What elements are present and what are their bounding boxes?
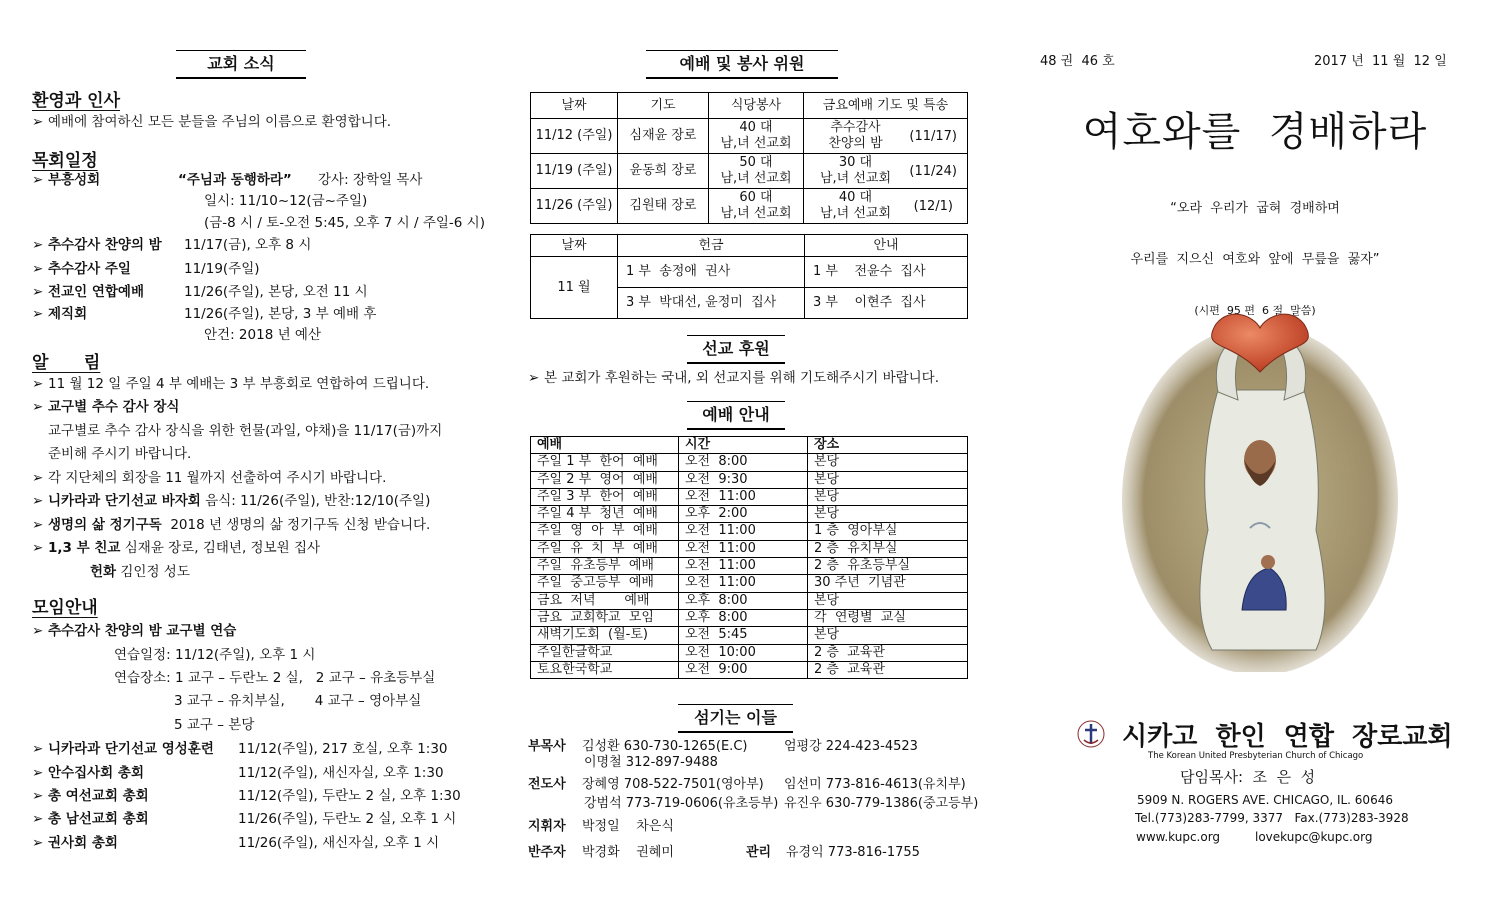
worship-time: 오전 11:00 [679,523,808,540]
worship-header: 장소 [808,437,968,454]
staff-row: 지휘자 박정일 차은식 [528,819,674,834]
duty-row [531,154,968,189]
duty-friday: 40 대 남,녀 선교회 (12/1) [804,189,968,224]
duty-prayer: 윤동희 장로 [618,154,709,189]
church-phone: Tel.(773)283-7799, 3377 Fax.(773)283-3928 [1135,811,1409,825]
worship-place: 본당 [808,592,968,609]
worship-place: 30 주년 기념관 [808,575,968,592]
worship-service: 주일 2 부 영어 예배 [531,471,679,488]
worship-row [531,506,968,523]
worship-place: 본당 [808,506,968,523]
meeting-detail: 연습장소: 1 교구 – 두란노 2 실, 2 교구 – 유초등부실 [114,670,436,686]
welcome-text: ➢ 예배에 참여하신 모든 분들을 주님의 이름으로 환영합니다. [32,114,392,130]
duty-meal: 60 대 남,녀 선교회 [709,189,804,224]
church-news-column [26,0,496,912]
cover-column [1030,0,1480,912]
church-email[interactable]: lovekupc@kupc.org [1255,830,1373,844]
worship-service: 금요 교회학교 모임 [531,609,679,626]
worship-service: 주일 영 아 부 예배 [531,523,679,540]
meeting-detail: 3 교구 – 유치부실, 4 교구 – 영아부실 [174,693,422,709]
worship-service: 주일 3 부 한어 예배 [531,488,679,505]
section-title-service-staff: 예배 및 봉사 위원 [646,50,838,79]
worship-time: 오전 11:00 [679,558,808,575]
worship-time: 오후 2:00 [679,506,808,523]
staff-row: 반주자 박경화 권혜미 관리 유경익 773-816-1755 [528,845,920,860]
worship-service: 주일 유초등부 예배 [531,558,679,575]
worship-header: 시간 [679,437,808,454]
worship-header: 예배 [531,437,679,454]
duty-header: 식당봉사 [709,93,804,119]
notice-text: 교구별로 추수 감사 장식을 위한 헌물(과일, 야채)을 11/17(금)까지 [48,423,443,439]
section-title-servants: 섬기는 이들 [678,704,793,733]
worship-place: 2 층 교육관 [808,644,968,661]
church-english-name: The Korean United Presbyterian Church of Chicago [1148,751,1364,761]
church-address: 5909 N. ROGERS AVE. CHICAGO, IL. 60646 [1137,793,1393,807]
worship-place: 각 연령별 교실 [808,609,968,626]
worship-time: 오전 9:00 [679,661,808,678]
worship-place: 2 층 유치부실 [808,540,968,557]
worship-service: 주일 중고등부 예배 [531,575,679,592]
worship-row [531,523,968,540]
worship-time: 오후 8:00 [679,592,808,609]
revival-times: (금-8 시 / 토-오전 5:45, 오후 7 시 / 주일-6 시) [204,215,485,231]
worship-place: 2 층 유초등부실 [808,558,968,575]
meeting-agenda: 안건: 2018 년 예산 [204,327,321,343]
duty-friday: 추수감사 찬양의 밤 (11/17) [804,119,968,154]
worship-illustration [1120,310,1400,672]
mission-text: ➢ 본 교회가 후원하는 국내, 외 선교지를 위해 기도해주시기 바랍니다. [528,370,940,386]
senior-pastor: 담임목사: 조 은 성 [1180,768,1316,786]
worship-time: 오전 10:00 [679,644,808,661]
worship-place: 1 층 영아부실 [808,523,968,540]
worship-service-column [528,0,979,912]
church-logo [1076,718,1106,750]
duty-date: 11/26 (주일) [531,189,618,224]
schedule-item: ➢ 추수감사 주일 11/19(주일) [32,261,260,277]
section-title-mission: 선교 후원 [687,335,785,364]
duty-friday: 30 대 남,녀 선교회 (11/24) [804,154,968,189]
worship-service: 주일 1 부 한어 예배 [531,454,679,471]
worship-time: 오전 11:00 [679,540,808,557]
meeting-item: ➢ 총 남선교회 총회 11/26(주일), 두란노 2 실, 오후 1 시 [32,811,457,827]
worship-place: 본당 [808,454,968,471]
revival-date: 일시: 11/10~12(금~주일) [204,193,368,209]
staff-row: 강범석 773-719-0606(유초등부) 유진우 630-779-1386(중고등부) [584,796,979,811]
offering-table [530,234,968,319]
notice-item: 헌화 김인정 성도 [90,564,190,580]
duty-row [531,189,968,224]
worship-row [531,609,968,626]
worship-row [531,627,968,644]
worship-row [531,644,968,661]
volume-number: 48 권 46 호 [1040,54,1115,69]
verse-reference: (시편 95 편 6 절 말씀) [1194,304,1316,317]
notices-heading: 알 림 [32,353,101,373]
meetings-heading: 모임안내 [32,598,98,618]
worship-service: 새벽기도회 (월-토) [531,627,679,644]
duty-row [531,119,968,154]
staff-row: 이명철 312-897-9488 [584,755,718,770]
worship-time: 오전 9:30 [679,471,808,488]
duty-meal: 40 대 남,녀 선교회 [709,119,804,154]
notice-item: ➢ 1,3 부 친교 심재윤 장로, 김태년, 정보원 집사 [32,540,321,556]
bulletin-title: 여호와를 경배하라 [1082,109,1428,155]
notice-item: ➢ 각 지단체의 회장을 11 월까지 선출하여 주시기 바랍니다. [32,470,387,486]
notice-item: ➢ 니카라과 단기선교 바자회 음식: 11/26(주일), 반찬:12/10(주일) [32,493,431,509]
worship-time: 오전 11:00 [679,488,808,505]
worship-time: 오전 11:00 [679,575,808,592]
usher-name: 1 부 전윤수 집사 [805,257,968,288]
verse-line: 우리를 지으신 여호와 앞에 무릎을 꿇자” [1130,252,1380,267]
worship-service: 금요 저녁 예배 [531,592,679,609]
notice-item: ➢ 생명의 삶 정기구독 2018 년 생명의 삶 정기구독 신청 받습니다. [32,517,431,533]
worship-time: 오후 8:00 [679,609,808,626]
worship-time: 오전 8:00 [679,454,808,471]
schedule-heading: 목회일정 [32,151,98,171]
church-logo-icon [1076,718,1106,750]
staff-row: 부목사 김성환 630-730-1265(E.C) 엄평강 224-423-4523 [528,739,918,754]
worship-service: 토요한국학교 [531,661,679,678]
offering-month: 11 월 [531,257,618,319]
worship-row [531,575,968,592]
worship-place: 본당 [808,471,968,488]
usher-name: 3 부 이현주 집사 [805,288,968,319]
offering-header: 안내 [805,235,968,257]
duty-date: 11/19 (주일) [531,154,618,189]
section-title-church-news: 교회 소식 [176,50,306,79]
worship-row [531,488,968,505]
offering-row [531,257,968,288]
duty-header: 금요예배 기도 및 특송 [804,93,968,119]
offering-name: 1 부 송정애 권사 [618,257,805,288]
duty-table [530,92,968,224]
duty-prayer: 김원태 장로 [618,189,709,224]
meeting-item: ➢ 권사회 총회 11/26(주일), 새신자실, 오후 1 시 [32,835,440,851]
duty-header: 기도 [618,93,709,119]
worship-table [530,436,968,679]
duty-meal: 50 대 남,녀 선교회 [709,154,804,189]
meeting-item: ➢ 니카라과 단기선교 영성훈련 11/12(주일), 217 호실, 오후 1:30 [32,741,448,757]
welcome-heading: 환영과 인사 [32,91,121,111]
kneeler-head [1261,555,1275,569]
meeting-item: ➢ 총 여선교회 총회 11/12(주일), 두란노 2 실, 오후 1:30 [32,788,461,804]
worship-service: 주일 유 치 부 예배 [531,540,679,557]
schedule-item: ➢ 전교인 연합예배 11/26(주일), 본당, 오전 11 시 [32,284,368,300]
worship-row [531,592,968,609]
bulletin-date: 2017 년 11 월 12 일 [1314,54,1447,69]
offering-header: 헌금 [618,235,805,257]
worship-place: 본당 [808,488,968,505]
robe-figure [1200,390,1325,650]
worship-place: 2 층 교육관 [808,661,968,678]
meeting-detail: 5 교구 – 본당 [174,717,255,733]
revival-line: ➢ 부흥성회 “주님과 동행하라” 강사: 장학일 목사 [32,172,423,188]
verse-line: “오라 우리가 굽혀 경배하며 [1170,201,1340,216]
schedule-item: ➢ 제직회 11/26(주일), 본당, 3 부 예배 후 [32,306,377,322]
notice-item: ➢ 11 월 12 일 주일 4 부 예배는 3 부 부흥회로 연합하여 드립니다. [32,376,430,392]
worship-time: 오전 5:45 [679,627,808,644]
notice-item: ➢ 교구별 추수 감사 장식 [32,399,180,415]
schedule-item: ➢ 추수감사 찬양의 밤 11/17(금), 오후 8 시 [32,237,312,253]
worship-service: 주일한글학교 [531,644,679,661]
worship-row [531,558,968,575]
worship-row [531,454,968,471]
meeting-item: ➢ 추수감사 찬양의 밤 교구별 연습 [32,623,237,639]
church-website[interactable]: www.kupc.org [1136,830,1221,844]
notice-text: 준비해 주시기 바랍니다. [48,446,192,462]
section-title-worship: 예배 안내 [687,401,785,430]
worship-row [531,540,968,557]
worship-row [531,471,968,488]
church-name: 시카고 한인 연합 장로교회 [1122,722,1453,752]
staff-row: 전도사 장혜영 708-522-7501(영아부) 임선미 773-816-4613(유치부) [528,777,966,792]
duty-prayer: 심재윤 장로 [618,119,709,154]
meeting-detail: 연습일정: 11/12(주일), 오후 1 시 [114,647,316,663]
offering-name: 3 부 박대선, 윤정미 집사 [618,288,805,319]
worship-place: 본당 [808,627,968,644]
duty-date: 11/12 (주일) [531,119,618,154]
worship-row [531,661,968,678]
meeting-item: ➢ 안수집사회 총회 11/12(주일), 새신자실, 오후 1:30 [32,765,444,781]
worship-service: 주일 4 부 청년 예배 [531,506,679,523]
duty-header: 날짜 [531,93,618,119]
offering-header: 날짜 [531,235,618,257]
